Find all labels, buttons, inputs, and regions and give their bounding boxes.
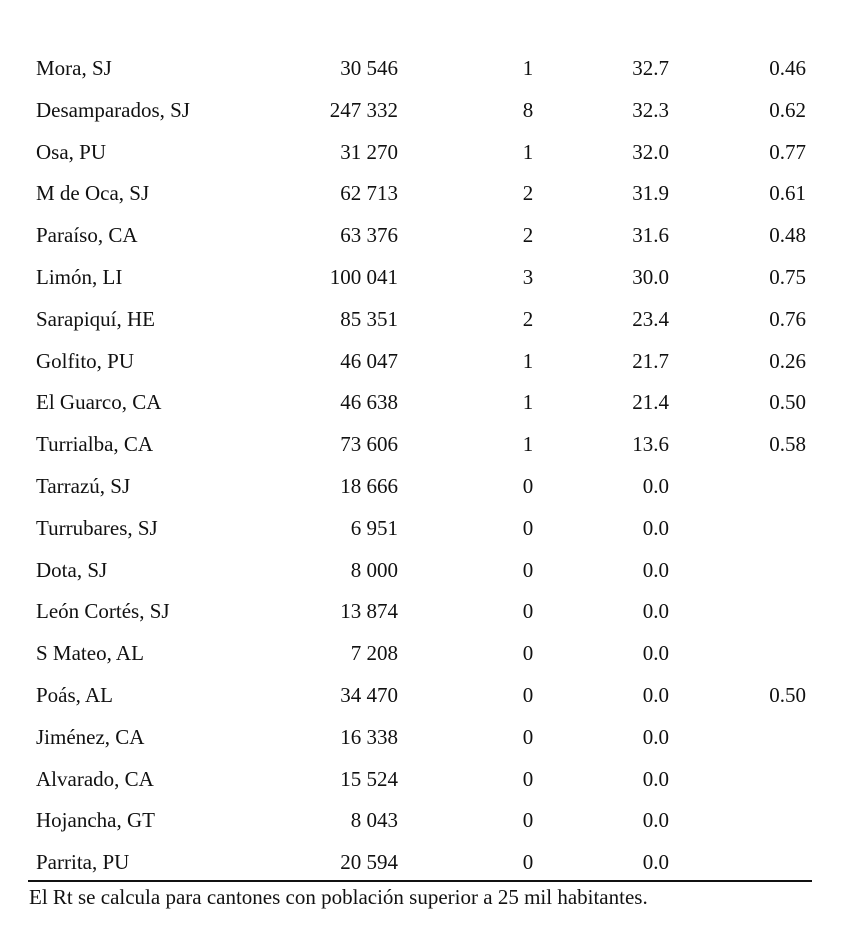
table-row: [0, 90, 854, 132]
canton-table: [0, 48, 854, 884]
table-row: [0, 341, 854, 383]
rate-cell: 30.0: [632, 264, 669, 289]
rate-cell: 0.0: [642, 599, 669, 624]
table-bottom-rule: [28, 880, 812, 882]
cases-cell: 1: [522, 432, 534, 457]
rate-cell: 21.4: [632, 390, 669, 415]
population-cell: 18 666: [340, 473, 398, 498]
canton-name-cell: Turrialba, CA: [36, 432, 154, 457]
rate-cell: 32.0: [632, 139, 669, 164]
rt-cell: 0.62: [769, 97, 806, 122]
cases-cell: 3: [522, 264, 534, 289]
rate-cell: 23.4: [632, 306, 669, 331]
table-row: [0, 299, 854, 341]
table-row: [0, 382, 854, 424]
canton-name-cell: Jiménez, CA: [36, 724, 145, 749]
rate-cell: 0.0: [642, 515, 669, 540]
population-cell: 8 000: [350, 557, 398, 582]
rt-cell: 0.77: [769, 139, 806, 164]
population-cell: 85 351: [340, 306, 398, 331]
cases-cell: 0: [522, 557, 534, 582]
table-row: [0, 591, 854, 633]
rate-cell: 0.0: [642, 724, 669, 749]
rate-cell: 0.0: [642, 682, 669, 707]
rate-cell: 0.0: [642, 473, 669, 498]
cases-cell: 1: [522, 139, 534, 164]
cases-cell: 0: [522, 473, 534, 498]
canton-name-cell: Hojancha, GT: [36, 808, 155, 833]
rate-cell: 0.0: [642, 808, 669, 833]
cases-cell: 1: [522, 390, 534, 415]
table-row: [0, 842, 854, 884]
table-row: [0, 717, 854, 759]
rt-cell: 0.76: [769, 306, 806, 331]
table-row: [0, 173, 854, 215]
population-cell: 13 874: [340, 599, 398, 624]
table-row: [0, 132, 854, 174]
population-cell: 62 713: [340, 181, 398, 206]
rate-cell: 0.0: [642, 557, 669, 582]
rate-cell: 31.9: [632, 181, 669, 206]
table-row: [0, 800, 854, 842]
table-row: [0, 759, 854, 801]
cases-cell: 2: [522, 181, 534, 206]
rt-cell: 0.46: [769, 56, 806, 80]
canton-name-cell: Tarrazú, SJ: [36, 473, 131, 498]
cases-cell: 2: [522, 306, 534, 331]
rate-cell: 0.0: [642, 850, 669, 875]
table-row: [0, 675, 854, 717]
canton-name-cell: S Mateo, AL: [36, 641, 144, 666]
cases-cell: 0: [522, 808, 534, 833]
canton-name-cell: León Cortés, SJ: [36, 599, 170, 624]
canton-name-cell: Turrubares, SJ: [36, 515, 158, 540]
canton-name-cell: Osa, PU: [36, 139, 107, 164]
cases-cell: 0: [522, 599, 534, 624]
population-cell: 20 594: [340, 850, 398, 875]
canton-name-cell: Golfito, PU: [36, 348, 135, 373]
canton-name-cell: Limón, LI: [36, 264, 123, 289]
cases-cell: 0: [522, 724, 534, 749]
cases-cell: 0: [522, 641, 534, 666]
population-cell: 6 951: [350, 515, 398, 540]
population-cell: 8 043: [350, 808, 398, 833]
cases-cell: 0: [522, 766, 534, 791]
table-row: [0, 508, 854, 550]
cases-cell: 1: [522, 56, 534, 80]
population-cell: 34 470: [340, 682, 398, 707]
canton-name-cell: M de Oca, SJ: [36, 181, 150, 206]
population-cell: 30 546: [340, 56, 398, 80]
canton-name-cell: Parrita, PU: [36, 850, 130, 875]
rt-cell: 0.50: [769, 682, 806, 707]
table-row: [0, 48, 854, 90]
rate-cell: 31.6: [632, 223, 669, 248]
canton-name-cell: Paraíso, CA: [36, 223, 138, 248]
cases-cell: 1: [522, 348, 534, 373]
table-footnote: El Rt se calcula para cantones con población superior a 25 mil habitantes.: [29, 885, 648, 909]
canton-name-cell: Dota, SJ: [36, 557, 108, 582]
table-row: [0, 424, 854, 466]
rate-cell: 13.6: [632, 432, 669, 457]
population-cell: 31 270: [340, 139, 398, 164]
rate-cell: 0.0: [642, 766, 669, 791]
cases-cell: 0: [522, 515, 534, 540]
population-cell: 46 047: [340, 348, 398, 373]
population-cell: 46 638: [340, 390, 398, 415]
canton-name-cell: Desamparados, SJ: [36, 97, 190, 122]
canton-name-cell: Alvarado, CA: [36, 766, 154, 791]
table-row: [0, 466, 854, 508]
rt-cell: 0.50: [769, 390, 806, 415]
rate-cell: 32.7: [632, 56, 669, 80]
population-cell: 73 606: [340, 432, 398, 457]
canton-name-cell: El Guarco, CA: [36, 390, 162, 415]
rate-cell: 21.7: [632, 348, 669, 373]
canton-name-cell: Mora, SJ: [36, 56, 112, 80]
rt-cell: 0.75: [769, 264, 806, 289]
population-cell: 7 208: [350, 641, 398, 666]
population-cell: 100 041: [329, 264, 398, 289]
cases-cell: 0: [522, 682, 534, 707]
population-cell: 63 376: [340, 223, 398, 248]
cases-cell: 2: [522, 223, 534, 248]
table-row: [0, 257, 854, 299]
rt-cell: 0.58: [769, 432, 806, 457]
cases-cell: 8: [522, 97, 534, 122]
rt-cell: 0.26: [769, 348, 806, 373]
table-row: [0, 550, 854, 592]
rate-cell: 32.3: [632, 97, 669, 122]
canton-name-cell: Sarapiquí, HE: [36, 306, 155, 331]
rt-cell: 0.61: [769, 181, 806, 206]
table-row: [0, 633, 854, 675]
rate-cell: 0.0: [642, 641, 669, 666]
population-cell: 15 524: [340, 766, 398, 791]
canton-name-cell: Poás, AL: [36, 682, 114, 707]
population-cell: 247 332: [329, 97, 398, 122]
table-row: [0, 215, 854, 257]
cases-cell: 0: [522, 850, 534, 875]
population-cell: 16 338: [340, 724, 398, 749]
rt-cell: 0.48: [769, 223, 806, 248]
